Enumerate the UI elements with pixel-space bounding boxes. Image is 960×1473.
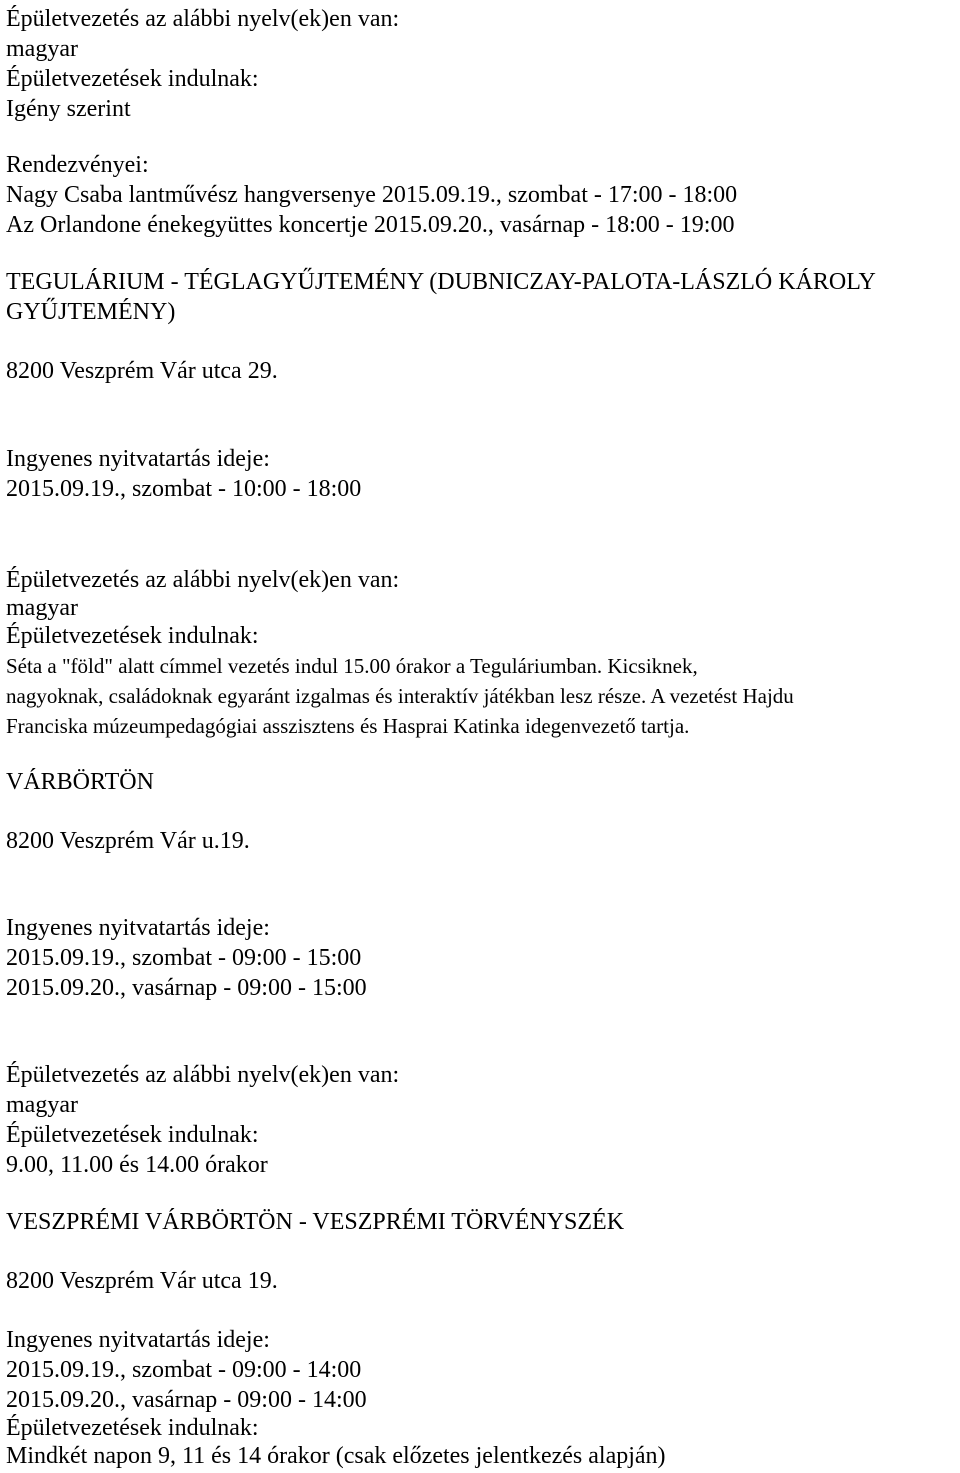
- tour-start-label: Épületvezetések indulnak:: [6, 623, 259, 649]
- event-line: Az Orlandone énekegyüttes koncertje 2015.09.20., vasárnap - 18:00 - 19:00: [6, 212, 735, 238]
- tour-description: nagyoknak, családoknak egyaránt izgalmas és interaktív játékban lesz része. A vezetést Hajdu: [6, 684, 794, 708]
- tour-language-value: magyar: [6, 595, 78, 621]
- tour-language-label: Épületvezetés az alábbi nyelv(ek)en van:: [6, 567, 400, 593]
- opening-hours-value: 2015.09.19., szombat - 09:00 - 15:00: [6, 945, 362, 971]
- tour-start-label: Épületvezetések indulnak:: [6, 1415, 259, 1441]
- venue-title: TEGULÁRIUM - TÉGLAGYŰJTEMÉNY (DUBNICZAY-PALOTA-LÁSZLÓ KÁROLY: [6, 269, 876, 295]
- opening-hours-label: Ingyenes nyitvatartás ideje:: [6, 915, 270, 941]
- tour-language-value: magyar: [6, 36, 78, 62]
- tour-description: Franciska múzeumpedagógiai asszisztens és Hasprai Katinka idegenvezető tartja.: [6, 714, 690, 738]
- tour-start-label: Épületvezetések indulnak:: [6, 66, 259, 92]
- opening-hours-label: Ingyenes nyitvatartás ideje:: [6, 1327, 270, 1353]
- venue-address: 8200 Veszprém Vár utca 19.: [6, 1268, 278, 1294]
- event-line: Nagy Csaba lantművész hangversenye 2015.09.19., szombat - 17:00 - 18:00: [6, 182, 738, 208]
- opening-hours-value: 2015.09.19., szombat - 09:00 - 14:00: [6, 1357, 362, 1383]
- tour-language-label: Épületvezetés az alábbi nyelv(ek)en van:: [6, 1062, 400, 1088]
- tour-start-value: Mindkét napon 9, 11 és 14 órakor (csak előzetes jelentkezés alapján): [6, 1443, 666, 1469]
- tour-start-value: Igény szerint: [6, 96, 131, 122]
- opening-hours-value: 2015.09.20., vasárnap - 09:00 - 15:00: [6, 975, 367, 1001]
- events-label: Rendezvényei:: [6, 152, 149, 178]
- opening-hours-label: Ingyenes nyitvatartás ideje:: [6, 446, 270, 472]
- tour-start-label: Épületvezetések indulnak:: [6, 1122, 259, 1148]
- venue-title: VÁRBÖRTÖN: [6, 769, 154, 795]
- venue-title: VESZPRÉMI VÁRBÖRTÖN - VESZPRÉMI TÖRVÉNYSZÉK: [6, 1209, 625, 1235]
- opening-hours-value: 2015.09.19., szombat - 10:00 - 18:00: [6, 476, 362, 502]
- venue-address: 8200 Veszprém Vár u.19.: [6, 828, 250, 854]
- venue-address: 8200 Veszprém Vár utca 29.: [6, 358, 278, 384]
- tour-start-value: 9.00, 11.00 és 14.00 órakor: [6, 1152, 268, 1178]
- venue-title-continued: GYŰJTEMÉNY): [6, 299, 176, 325]
- tour-language-value: magyar: [6, 1092, 78, 1118]
- tour-language-label: Épületvezetés az alábbi nyelv(ek)en van:: [6, 6, 400, 32]
- opening-hours-value: 2015.09.20., vasárnap - 09:00 - 14:00: [6, 1387, 367, 1413]
- tour-description: Séta a "föld" alatt címmel vezetés indul 15.00 órakor a Teguláriumban. Kicsiknek,: [6, 654, 698, 678]
